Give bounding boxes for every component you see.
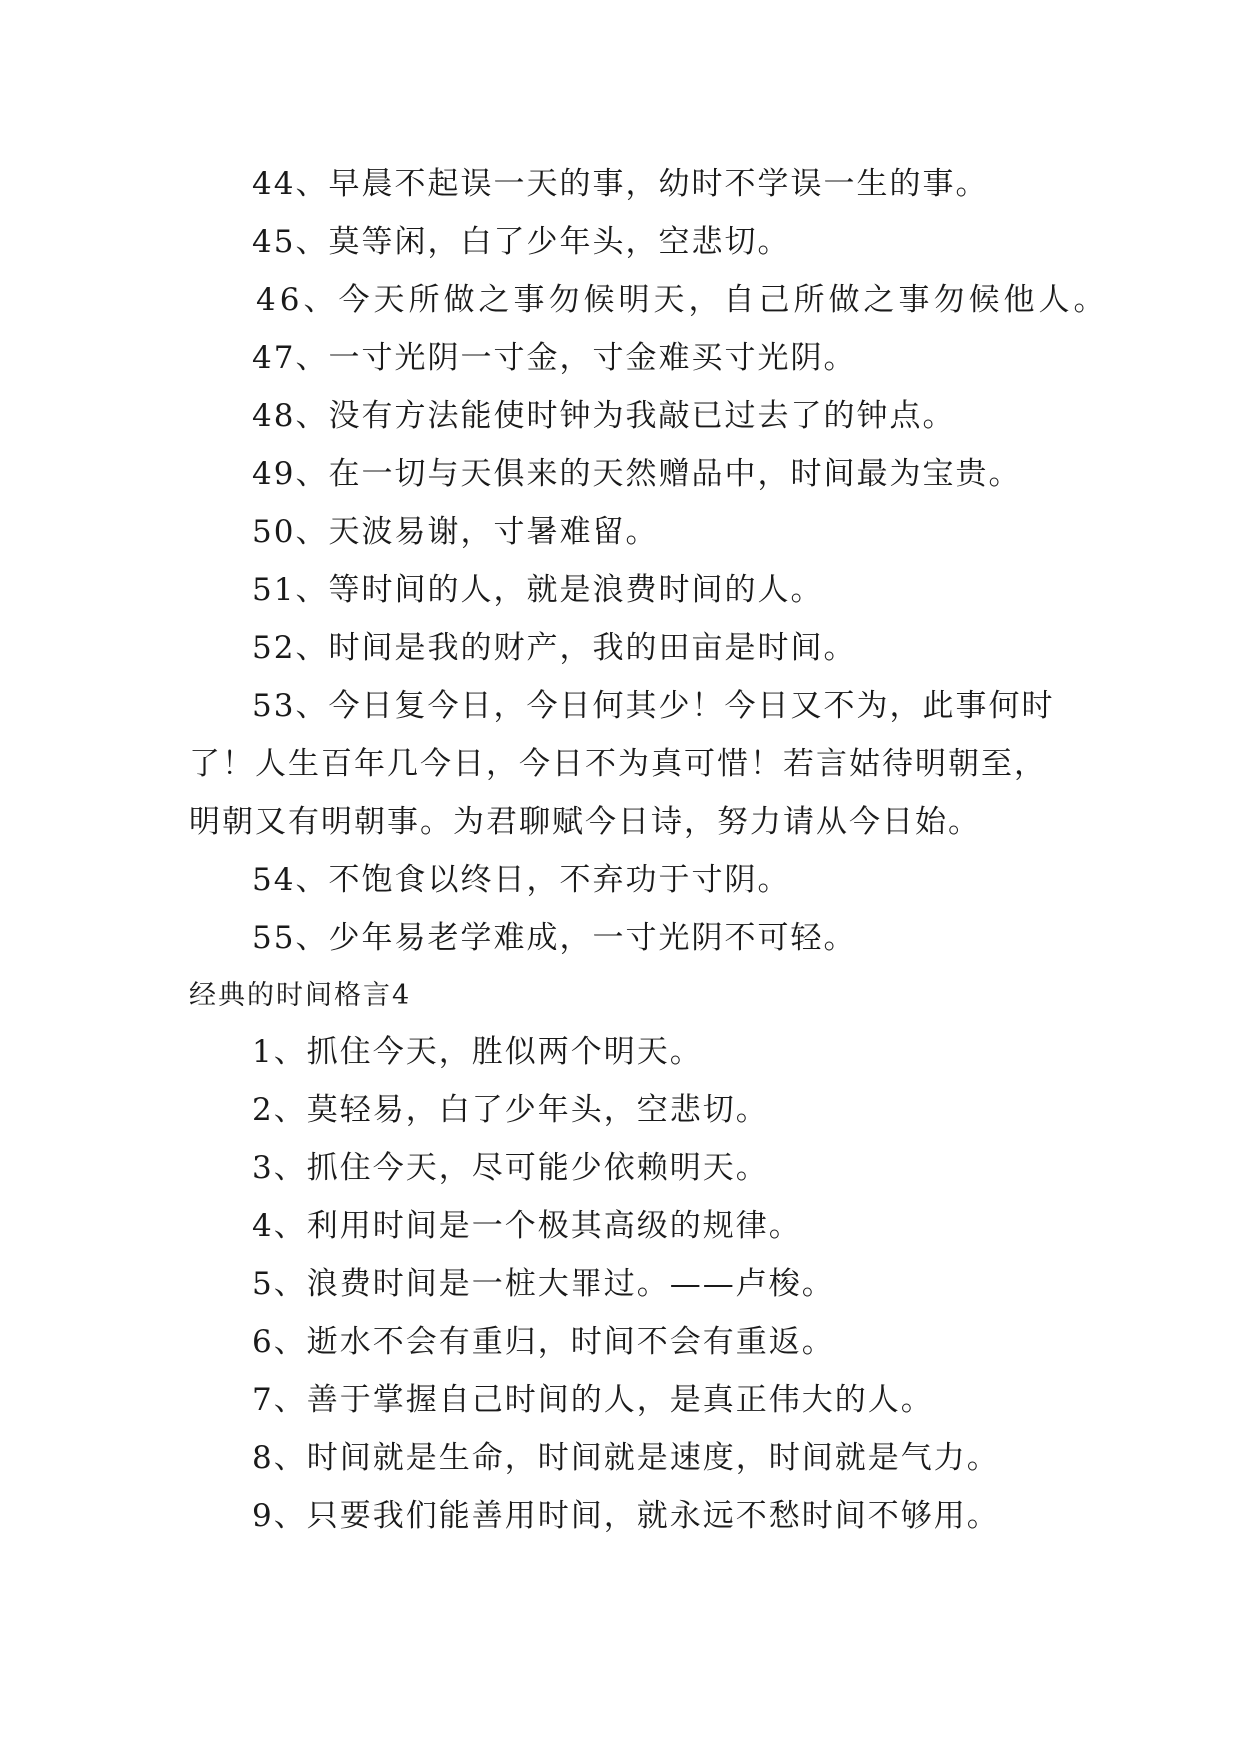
quote-49: 49、在一切与天俱来的天然赠品中，时间最为宝贵。 (252, 456, 1022, 492)
quote-45: 45、莫等闲，白了少年头，空悲切。 (252, 224, 791, 260)
quote-50: 50、天波易谢，寸暑难留。 (252, 514, 659, 550)
quote-54: 54、不饱食以终日，不弃功于寸阴。 (252, 862, 791, 898)
quote-53-line-3: 明朝又有明朝事。为君聊赋今日诗，努力请从今日始。 (189, 804, 981, 840)
quote-4-7: 7、善于掌握自己时间的人，是真正伟大的人。 (252, 1382, 934, 1418)
quote-44: 44、早晨不起误一天的事，幼时不学误一生的事。 (252, 166, 989, 202)
quote-4-6: 6、逝水不会有重归，时间不会有重返。 (252, 1324, 835, 1360)
quote-48: 48、没有方法能使时钟为我敲已过去了的钟点。 (252, 398, 956, 434)
quote-46: 46、今天所做之事勿候明天，自己所做之事勿候他人。 (256, 282, 1109, 318)
quote-47: 47、一寸光阴一寸金，寸金难买寸光阴。 (252, 340, 857, 376)
quote-51: 51、等时间的人，就是浪费时间的人。 (252, 572, 824, 608)
section-heading: 经典的时间格言4 (189, 980, 412, 1011)
quote-4-5: 5、浪费时间是一桩大罪过。——卢梭。 (252, 1266, 835, 1302)
quote-52: 52、时间是我的财产，我的田亩是时间。 (252, 630, 857, 666)
quote-4-1: 1、抓住今天，胜似两个明天。 (252, 1034, 703, 1070)
quote-4-9: 9、只要我们能善用时间，就永远不愁时间不够用。 (252, 1498, 1000, 1534)
quote-4-4: 4、利用时间是一个极其高级的规律。 (252, 1208, 802, 1244)
quote-4-8: 8、时间就是生命，时间就是速度，时间就是气力。 (252, 1440, 1000, 1476)
quote-53-line-1: 53、今日复今日，今日何其少！今日又不为，此事何时 (252, 688, 1055, 724)
quote-4-3: 3、抓住今天，尽可能少依赖明天。 (252, 1150, 769, 1186)
quote-55: 55、少年易老学难成，一寸光阴不可轻。 (252, 920, 857, 956)
quote-53-line-2: 了！人生百年几今日，今日不为真可惜！若言姑待明朝至， (189, 746, 1047, 782)
quote-4-2: 2、莫轻易，白了少年头，空悲切。 (252, 1092, 769, 1128)
